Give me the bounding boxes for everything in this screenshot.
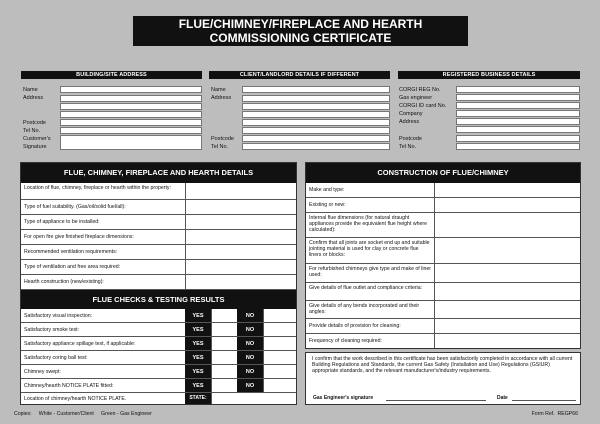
construction-row-input[interactable]	[434, 213, 580, 237]
construction-row-input[interactable]	[434, 319, 580, 333]
details-row-input[interactable]	[185, 230, 296, 244]
construction-row-input[interactable]	[434, 198, 580, 212]
engineer-signature-line[interactable]	[386, 400, 486, 401]
check-row-label: Satisfactory coring ball test:	[24, 355, 88, 361]
construction-row	[306, 238, 580, 264]
construction-row-label: Existing or new:	[309, 202, 346, 208]
declaration-box	[305, 352, 581, 405]
details-row	[21, 200, 296, 215]
corgi-reg-field[interactable]	[456, 86, 580, 93]
notice-location-label: Location of chimney/hearth NOTICE PLATE.	[24, 395, 127, 402]
check-row-label: Satisfactory visual inspection:	[24, 313, 93, 319]
construction-row	[306, 301, 580, 319]
client-address-field-4[interactable]	[242, 119, 390, 126]
no-label: NO	[237, 351, 263, 364]
details-row	[21, 260, 296, 275]
construction-row-label: Confirm that all joints are socket end up and suitable jointing material is used for clay or concrete flue liners or blocks:	[309, 240, 430, 258]
building-tel-label: Tel No.	[23, 128, 41, 134]
date-label: Date	[497, 395, 508, 401]
details-row-label: Type of ventilation and free area required:	[24, 264, 121, 270]
no-box[interactable]	[263, 323, 296, 336]
details-row-input[interactable]	[185, 245, 296, 259]
state-label: STATE:	[185, 393, 211, 404]
title-line-1: FLUE/CHIMNEY/FIREPLACE AND HEARTH	[178, 17, 423, 31]
business-tel-label: Tel No.	[399, 144, 417, 150]
construction-row-input[interactable]	[434, 264, 580, 282]
details-row	[21, 230, 296, 245]
yes-label: YES	[185, 323, 211, 336]
business-postcode-field[interactable]	[456, 135, 580, 142]
check-row	[21, 379, 296, 393]
construction-row	[306, 183, 580, 198]
construction-row	[306, 319, 580, 334]
yes-box[interactable]	[211, 365, 237, 378]
title-line-2: COMMISSIONING CERTIFICATE	[209, 31, 392, 45]
business-address-label: Address	[399, 119, 420, 125]
details-row	[21, 275, 296, 290]
customer-label: Customer's	[23, 136, 51, 142]
gas-engineer-field[interactable]	[456, 94, 580, 101]
client-address-field-2[interactable]	[242, 103, 390, 110]
yes-box[interactable]	[211, 309, 237, 322]
no-box[interactable]	[263, 337, 296, 350]
yes-label: YES	[185, 351, 211, 364]
construction-heading: CONSTRUCTION OF FLUE/CHIMNEY	[306, 163, 580, 183]
gas-engineer-label: Gas engineer	[399, 95, 433, 101]
building-tel-field[interactable]	[60, 127, 202, 134]
yes-box[interactable]	[211, 379, 237, 392]
construction-row-label: Internal flue dimensions (for natural draught appliances provide the equivalent flue height where calculated):	[309, 215, 427, 233]
details-row-label: Type of appliance to be installed:	[24, 219, 100, 225]
check-row	[21, 337, 296, 351]
check-row	[21, 323, 296, 337]
construction-row-label: For refurbished chimneys give type and make of liner used:	[309, 266, 431, 278]
details-panel	[20, 162, 297, 405]
yes-label: YES	[185, 337, 211, 350]
building-name-label: Name	[23, 87, 38, 93]
no-box[interactable]	[263, 351, 296, 364]
building-postcode-field[interactable]	[60, 119, 202, 126]
client-name-field[interactable]	[242, 86, 390, 93]
date-line[interactable]	[512, 400, 576, 401]
construction-row-label: Make and type:	[309, 187, 345, 193]
details-row	[21, 215, 296, 230]
corgi-id-field[interactable]	[456, 102, 580, 109]
client-address-field-1[interactable]	[242, 95, 390, 102]
yes-label: YES	[185, 365, 211, 378]
details-row-label: For open fire give finished fireplace dimensions:	[24, 234, 134, 240]
client-tel-label: Tel No.	[211, 144, 229, 150]
construction-row	[306, 198, 580, 213]
building-section-header: BUILDING/SITE ADDRESS	[21, 71, 202, 79]
details-row-label: Type of fuel suitability. (Gas/oil/solid fuel/all):	[24, 204, 126, 210]
yes-box[interactable]	[211, 323, 237, 336]
no-box[interactable]	[263, 379, 296, 392]
details-row-label: Hearth construction (new/existing):	[24, 279, 104, 285]
check-row	[21, 351, 296, 365]
no-label: NO	[237, 337, 263, 350]
construction-row-input[interactable]	[434, 283, 580, 300]
construction-panel	[305, 162, 581, 349]
no-box[interactable]	[263, 309, 296, 322]
details-row-input[interactable]	[185, 275, 296, 289]
details-row	[21, 245, 296, 260]
check-row	[21, 365, 296, 379]
signature-label: Signature	[23, 144, 47, 150]
details-row-label: Recommended ventilation requirements:	[24, 249, 118, 255]
construction-row-input[interactable]	[434, 301, 580, 318]
business-address-field-1[interactable]	[456, 118, 580, 125]
building-address-field-3[interactable]	[60, 111, 202, 118]
client-name-label: Name	[211, 87, 226, 93]
construction-row-label: Frequency of cleaning required:	[309, 338, 382, 344]
building-address-label: Address	[23, 95, 44, 101]
client-address-field-5[interactable]	[242, 127, 390, 134]
check-row-label: Chimney/hearth NOTICE PLATE fitted:	[24, 383, 114, 389]
client-tel-field[interactable]	[242, 143, 390, 150]
client-address-field-3[interactable]	[242, 111, 390, 118]
company-field[interactable]	[456, 110, 580, 117]
building-address-field-1[interactable]	[60, 95, 202, 102]
building-postcode-label: Postcode	[23, 120, 46, 126]
construction-row-label: Provide details of provision for cleaning:	[309, 323, 401, 329]
details-row-label: Location of flue, chimney, fireplace or hearth within the property:	[24, 185, 171, 191]
details-heading: FLUE, CHIMNEY, FIREPLACE AND HEARTH DETAILS	[21, 163, 296, 183]
client-address-label: Address	[211, 95, 232, 101]
building-name-field[interactable]	[60, 86, 202, 93]
yes-label: YES	[185, 379, 211, 392]
corgi-id-label: CORGI ID card No.	[399, 103, 447, 109]
company-label: Company	[399, 111, 423, 117]
details-row	[21, 183, 296, 200]
details-row-input[interactable]	[185, 200, 296, 214]
check-row	[21, 309, 296, 323]
client-postcode-label: Postcode	[211, 136, 234, 142]
business-section-header: REGISTERED BUSINESS DETAILS	[398, 71, 580, 79]
construction-row-input[interactable]	[434, 183, 580, 197]
construction-row-label: Give details of flue outlet and compliance criteria:	[309, 285, 423, 291]
corgi-reg-label: CORGI REG No.	[399, 87, 441, 93]
certificate-title	[133, 16, 468, 46]
client-section-header: CLIENT/LANDLORD DETAILS IF DIFFERENT	[209, 71, 390, 79]
yes-box[interactable]	[211, 337, 237, 350]
notice-location-row	[21, 393, 296, 404]
check-row-label: Chimney swept:	[24, 369, 61, 375]
check-row-label: Satisfactory appliance spillage test, if applicable:	[24, 341, 136, 347]
details-row-input[interactable]	[185, 215, 296, 229]
details-row-input[interactable]	[185, 183, 296, 199]
engineer-signature-label: Gas Engineer's signature	[313, 395, 374, 401]
no-label: NO	[237, 379, 263, 392]
construction-row-input[interactable]	[434, 238, 580, 263]
checks-heading: FLUE CHECKS & TESTING RESULTS	[21, 290, 296, 309]
construction-row	[306, 264, 580, 283]
client-postcode-field[interactable]	[242, 135, 390, 142]
construction-row	[306, 213, 580, 238]
check-row-label: Satisfactory smoke test:	[24, 327, 80, 333]
yes-box[interactable]	[211, 351, 237, 364]
no-label: NO	[237, 309, 263, 322]
no-label: NO	[237, 365, 263, 378]
state-input[interactable]	[211, 393, 296, 404]
business-address-field-2[interactable]	[456, 126, 580, 133]
customer-signature-field[interactable]	[60, 135, 202, 150]
no-label: NO	[237, 323, 263, 336]
business-postcode-label: Postcode	[399, 136, 422, 142]
building-address-field-2[interactable]	[60, 103, 202, 110]
no-box[interactable]	[263, 365, 296, 378]
yes-label: YES	[185, 309, 211, 322]
form-reference: Form Ref. REGP66	[531, 411, 578, 417]
construction-row-input[interactable]	[434, 334, 580, 348]
business-tel-field[interactable]	[456, 143, 580, 150]
declaration-text: I confirm that the work described in this certificate has been satisfactorily completed in accordance with all current Building Regulations and Standards, the current Gas Safety (Installation and Use) Regulations (GSIUR) appropriate standards, and the relevant manufacturer's/industry requirements.	[312, 356, 573, 375]
details-row-input[interactable]	[185, 260, 296, 274]
construction-row	[306, 283, 580, 301]
construction-row-label: Give details of any bends incorporated and their angles:	[309, 303, 420, 315]
copies-note: Copies: White - Customer/Client Green - Gas Engineer	[14, 411, 152, 417]
construction-row	[306, 334, 580, 348]
